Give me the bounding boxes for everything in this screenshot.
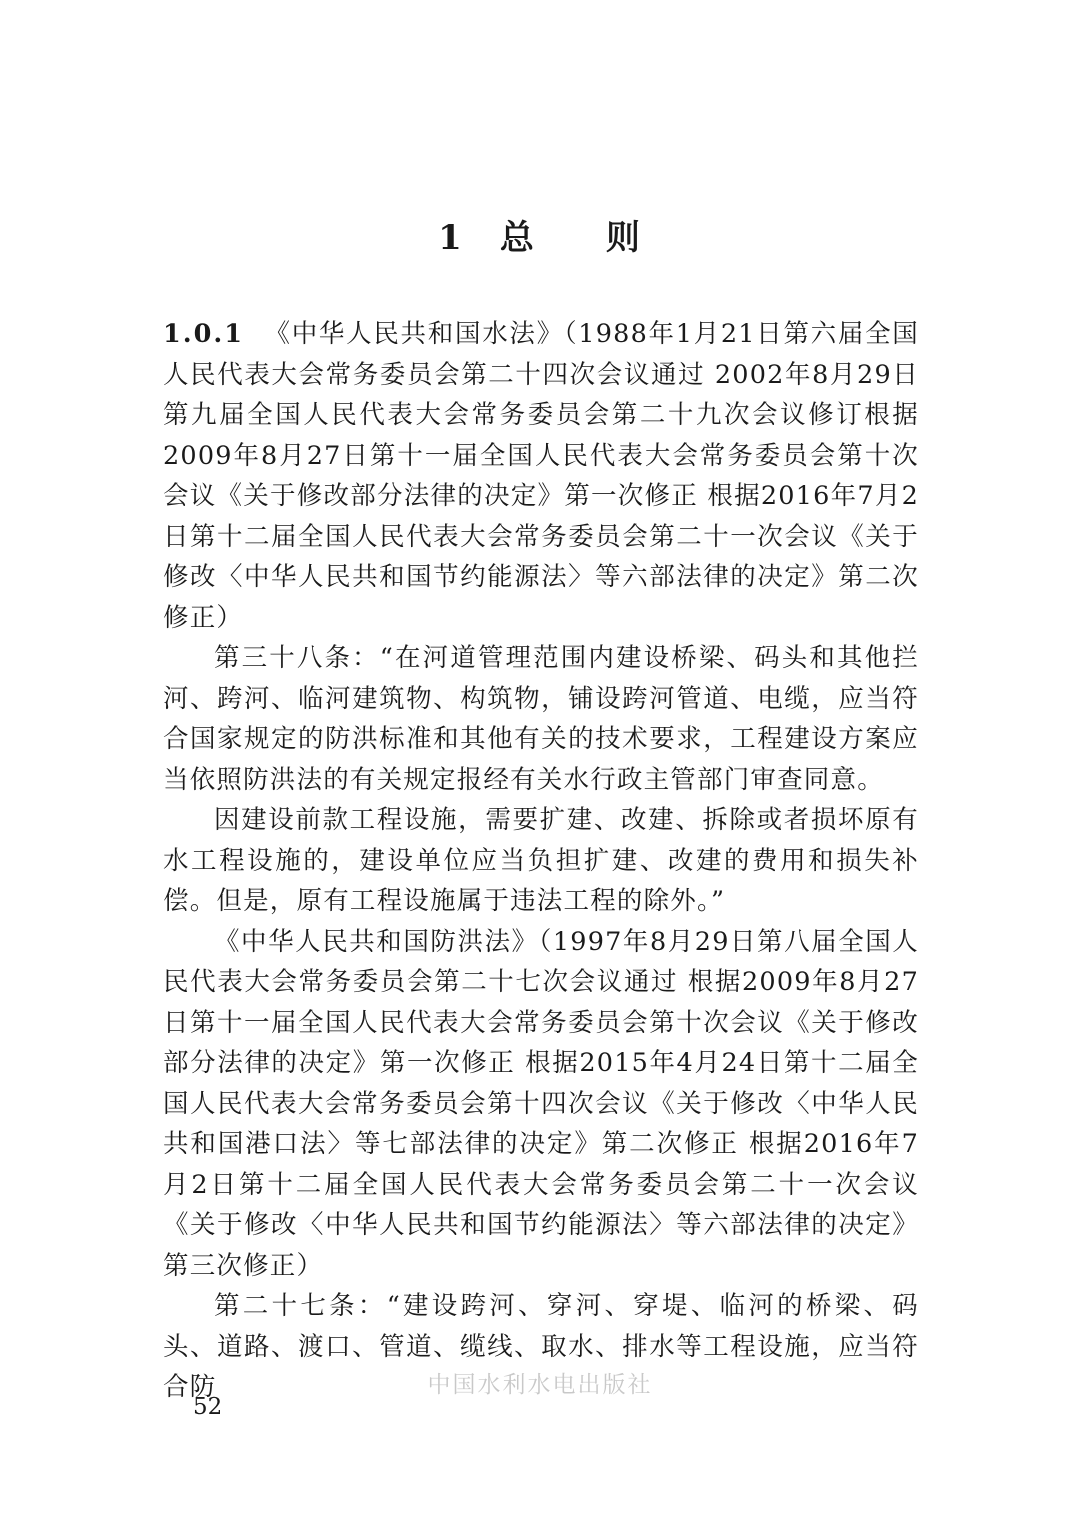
chapter-title-char-1: 总 [499, 218, 536, 258]
publisher-watermark: 中国水利水电出版社 [427, 1372, 653, 1398]
chapter-title-char-2: 则 [605, 218, 642, 258]
page-number: 52 [193, 1394, 223, 1420]
body-text [163, 314, 919, 1408]
paragraph-4: 《中华人民共和国防洪法》（1997年8月29日第八届全国人民代表大会常务委员会第二十七次会议通过 根据2009年8月27日第十一届全国人民代表大会常务委员会第十次会议《关于修改部分法律的决定》第一次修正 根据2015年4月24日第十二届全国人民代表大会常务委员会第十四次会议《关于修改〈中华人民共和国港口法〉等七部法律的决定》第二次修正 根据2016年7月2日第十二届全国人民代表大会常务委员会第二十一次会议《关于修改〈中华人民共和国节约能源法〉等六部法律的决定》第三次修正） [163, 926, 919, 1281]
paragraph-5: 第二十七条：“建设跨河、穿河、穿堤、临河的桥梁、码头、道路、渡口、管道、缆线、取水、排水等工程设施，应当符合防 [163, 1291, 919, 1402]
paragraph-2: 第三十八条：“在河道管理范围内建设桥梁、码头和其他拦河、跨河、临河建筑物、构筑物，铺设跨河管道、电缆，应当符合国家规定的防洪标准和其他有关的技术要求，工程建设方案应当依照防洪法的有关规定报经有关水行政主管部门审查同意。 [163, 643, 919, 795]
paragraph-1 [163, 314, 919, 638]
clause-number: 1.0.1 [163, 319, 244, 349]
paragraph-1-text: 《中华人民共和国水法》（1988年1月21日第六届全国人民代表大会常务委员会第二十四次会议通过 2002年8月29日第九届全国人民代表大会常务委员会第二十九次会议修订根据2009年8月27日第十一届全国人民代表大会常务委员会第十次会议《关于修改部分法律的决定》第一次修正 根据2016年7月2日第十二届全国人民代表大会常务委员会第二十一次会议《关于修改〈中华人民共和国节约能源法〉等六部法律的决定》第二次修正） [163, 319, 919, 633]
chapter-number: 1 [438, 218, 464, 258]
chapter-heading [0, 210, 1080, 259]
paragraph-3: 因建设前款工程设施，需要扩建、改建、拆除或者损坏原有水工程设施的，建设单位应当负担扩建、改建的费用和损失补偿。但是，原有工程设施属于违法工程的除外。” [163, 805, 919, 916]
